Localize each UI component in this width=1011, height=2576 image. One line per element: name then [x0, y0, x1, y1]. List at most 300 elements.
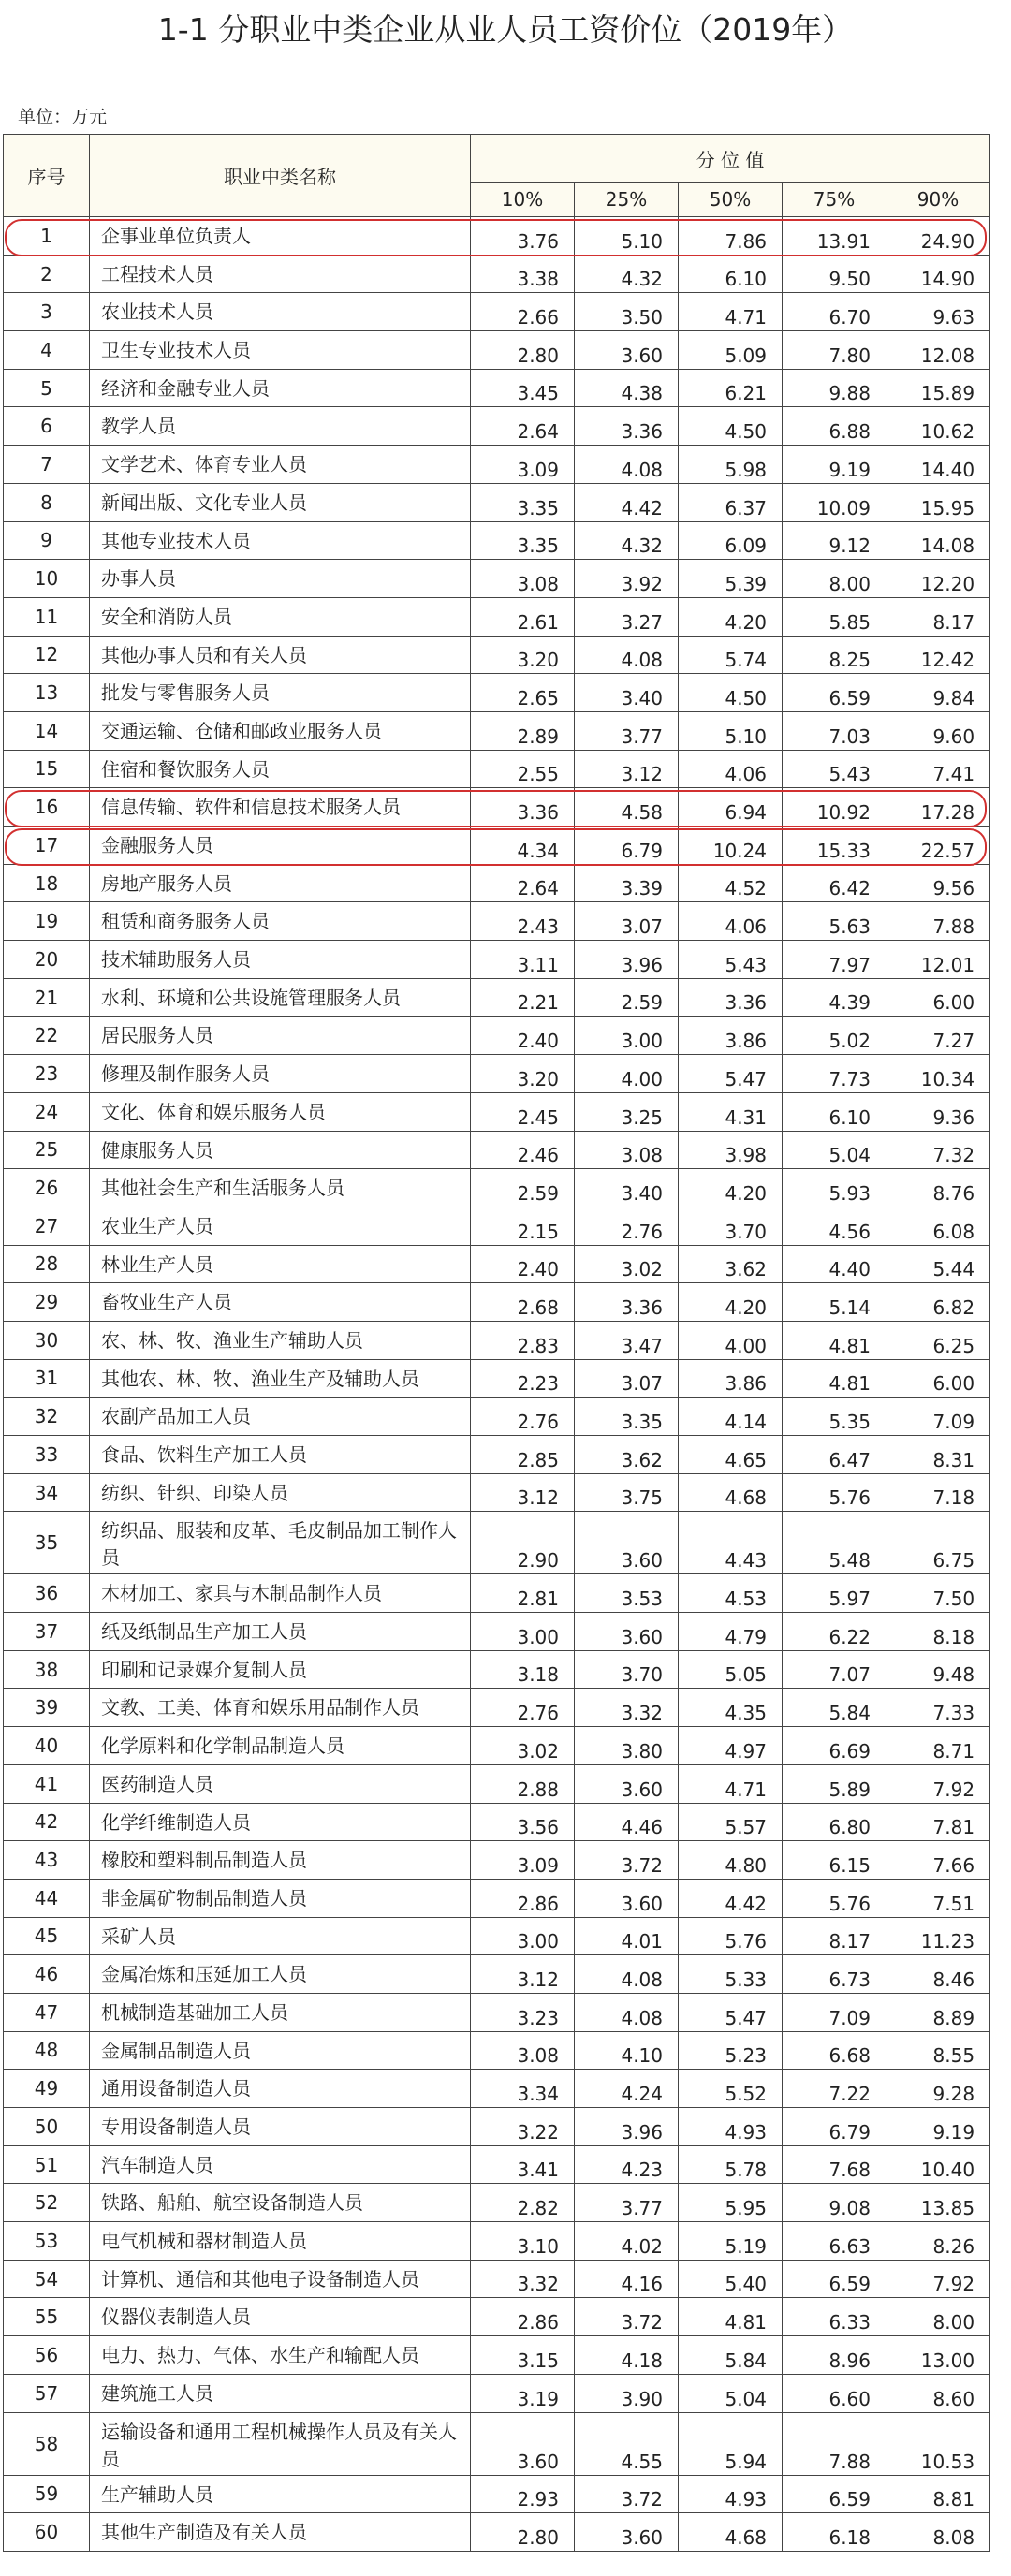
occupation-name: 通用设备制造人员	[90, 2070, 471, 2108]
value-p90: 7.51	[886, 1879, 990, 1917]
value-p90: 8.18	[886, 1613, 990, 1651]
value-p25: 3.92	[575, 560, 679, 598]
value-p75: 6.88	[783, 407, 886, 446]
row-number: 31	[4, 1359, 90, 1398]
table-row	[4, 331, 990, 370]
value-p90: 8.89	[886, 1993, 990, 2031]
occupation-name: 住宿和餐饮服务人员	[90, 750, 471, 788]
value-p90: 7.09	[886, 1398, 990, 1436]
table-row	[4, 1727, 990, 1765]
value-p90: 9.56	[886, 864, 990, 902]
row-number: 60	[4, 2513, 90, 2552]
value-p10: 3.00	[471, 1917, 575, 1955]
row-number: 51	[4, 2145, 90, 2184]
table-row	[4, 864, 990, 902]
value-p50: 4.71	[679, 1764, 783, 1803]
table-row	[4, 1245, 990, 1283]
table-row	[4, 1955, 990, 1994]
value-p50: 4.20	[679, 1169, 783, 1208]
value-p90: 22.57	[886, 827, 990, 865]
value-p75: 5.84	[783, 1689, 886, 1727]
row-number: 32	[4, 1398, 90, 1436]
value-p90: 6.00	[886, 1359, 990, 1398]
value-p25: 3.32	[575, 1689, 679, 1727]
occupation-name: 农、林、牧、渔业生产辅助人员	[90, 1321, 471, 1359]
occupation-name: 电气机械和器材制造人员	[90, 2222, 471, 2261]
value-p50: 4.68	[679, 1473, 783, 1512]
value-p10: 3.11	[471, 941, 575, 979]
row-number: 20	[4, 941, 90, 979]
value-p25: 2.59	[575, 978, 679, 1017]
table-row	[4, 2412, 990, 2475]
value-p10: 2.66	[471, 293, 575, 331]
value-p50: 5.19	[679, 2222, 783, 2261]
value-p25: 4.08	[575, 1955, 679, 1994]
table-row	[4, 674, 990, 712]
occupation-name: 新闻出版、文化专业人员	[90, 483, 471, 521]
value-p25: 3.72	[575, 2475, 679, 2513]
value-p25: 3.00	[575, 1017, 679, 1055]
occupation-name: 农业生产人员	[90, 1207, 471, 1245]
occupation-name: 食品、饮料生产加工人员	[90, 1436, 471, 1474]
value-p25: 3.27	[575, 597, 679, 636]
value-p10: 2.80	[471, 331, 575, 370]
value-p50: 5.47	[679, 1993, 783, 2031]
value-p25: 2.76	[575, 1207, 679, 1245]
value-p75: 5.14	[783, 1283, 886, 1322]
row-number: 35	[4, 1512, 90, 1574]
value-p50: 4.14	[679, 1398, 783, 1436]
value-p75: 8.25	[783, 636, 886, 674]
value-p10: 2.93	[471, 2475, 575, 2513]
value-p50: 5.05	[679, 1650, 783, 1689]
header-p25: 25%	[575, 183, 679, 217]
value-p90: 12.42	[886, 636, 990, 674]
value-p25: 4.01	[575, 1917, 679, 1955]
wage-table	[3, 134, 990, 2552]
value-p75: 6.18	[783, 2513, 886, 2552]
value-p90: 13.00	[886, 2336, 990, 2375]
occupation-name: 电力、热力、气体、水生产和输配人员	[90, 2336, 471, 2375]
value-p75: 9.12	[783, 521, 886, 560]
value-p10: 3.20	[471, 636, 575, 674]
value-p10: 3.15	[471, 2336, 575, 2375]
value-p10: 2.23	[471, 1359, 575, 1398]
row-number: 2	[4, 255, 90, 293]
row-number: 45	[4, 1917, 90, 1955]
value-p25: 3.12	[575, 750, 679, 788]
value-p75: 7.07	[783, 1650, 886, 1689]
value-p25: 3.60	[575, 1613, 679, 1651]
value-p10: 2.45	[471, 1092, 575, 1131]
value-p90: 8.08	[886, 2513, 990, 2552]
table-row	[4, 446, 990, 484]
occupation-name: 水利、环境和公共设施管理服务人员	[90, 978, 471, 1017]
occupation-name: 橡胶和塑料制品制造人员	[90, 1841, 471, 1880]
value-p90: 15.95	[886, 483, 990, 521]
occupation-name: 金属制品制造人员	[90, 2031, 471, 2070]
occupation-name: 工程技术人员	[90, 255, 471, 293]
value-p50: 4.06	[679, 750, 783, 788]
value-p10: 3.32	[471, 2260, 575, 2298]
value-p25: 3.60	[575, 331, 679, 370]
value-p75: 15.33	[783, 827, 886, 865]
value-p75: 4.81	[783, 1321, 886, 1359]
occupation-name: 信息传输、软件和信息技术服务人员	[90, 788, 471, 827]
occupation-name: 金属冶炼和压延加工人员	[90, 1955, 471, 1994]
value-p10: 2.81	[471, 1574, 575, 1613]
value-p75: 7.73	[783, 1055, 886, 1093]
value-p10: 2.76	[471, 1689, 575, 1727]
occupation-name: 计算机、通信和其他电子设备制造人员	[90, 2260, 471, 2298]
value-p75: 13.91	[783, 217, 886, 256]
row-number: 36	[4, 1574, 90, 1613]
table-row	[4, 1131, 990, 1169]
value-p50: 5.10	[679, 711, 783, 750]
value-p50: 3.36	[679, 978, 783, 1017]
value-p25: 3.40	[575, 674, 679, 712]
value-p10: 2.40	[471, 1017, 575, 1055]
value-p25: 4.00	[575, 1055, 679, 1093]
value-p75: 6.79	[783, 2108, 886, 2146]
row-number: 54	[4, 2260, 90, 2298]
value-p50: 4.65	[679, 1436, 783, 1474]
value-p50: 5.39	[679, 560, 783, 598]
occupation-name: 生产辅助人员	[90, 2475, 471, 2513]
value-p25: 3.35	[575, 1398, 679, 1436]
value-p25: 3.60	[575, 1879, 679, 1917]
value-p25: 3.70	[575, 1650, 679, 1689]
value-p50: 4.31	[679, 1092, 783, 1131]
row-number: 53	[4, 2222, 90, 2261]
value-p75: 7.97	[783, 941, 886, 979]
header-percentile-group: 分 位 值	[471, 135, 990, 183]
value-p10: 3.08	[471, 560, 575, 598]
value-p50: 4.50	[679, 407, 783, 446]
table-row	[4, 255, 990, 293]
occupation-name: 农业技术人员	[90, 293, 471, 331]
value-p90: 9.84	[886, 674, 990, 712]
value-p25: 3.25	[575, 1092, 679, 1131]
value-p75: 5.76	[783, 1879, 886, 1917]
value-p75: 5.97	[783, 1574, 886, 1613]
value-p10: 3.10	[471, 2222, 575, 2261]
value-p75: 9.19	[783, 446, 886, 484]
value-p10: 2.85	[471, 1436, 575, 1474]
value-p25: 4.18	[575, 2336, 679, 2375]
value-p10: 3.12	[471, 1473, 575, 1512]
value-p25: 4.32	[575, 521, 679, 560]
value-p10: 2.82	[471, 2184, 575, 2222]
value-p75: 9.08	[783, 2184, 886, 2222]
value-p50: 5.57	[679, 1803, 783, 1841]
value-p50: 5.84	[679, 2336, 783, 2375]
table-row	[4, 2070, 990, 2108]
table-row	[4, 483, 990, 521]
row-number: 42	[4, 1803, 90, 1841]
value-p10: 3.36	[471, 788, 575, 827]
table-row	[4, 1879, 990, 1917]
value-p90: 8.17	[886, 597, 990, 636]
occupation-name: 居民服务人员	[90, 1017, 471, 1055]
value-p90: 6.00	[886, 978, 990, 1017]
occupation-name: 印刷和记录媒介复制人员	[90, 1650, 471, 1689]
value-p50: 5.76	[679, 1917, 783, 1955]
value-p25: 3.72	[575, 2298, 679, 2336]
row-number: 46	[4, 1955, 90, 1994]
value-p25: 3.90	[575, 2374, 679, 2412]
table-row	[4, 560, 990, 598]
row-number: 7	[4, 446, 90, 484]
value-p75: 6.59	[783, 2260, 886, 2298]
table-row	[4, 1689, 990, 1727]
table-row	[4, 978, 990, 1017]
header-p10: 10%	[471, 183, 575, 217]
value-p25: 4.58	[575, 788, 679, 827]
value-p25: 4.16	[575, 2260, 679, 2298]
row-number: 27	[4, 1207, 90, 1245]
value-p75: 9.50	[783, 255, 886, 293]
value-p90: 8.31	[886, 1436, 990, 1474]
value-p10: 4.34	[471, 827, 575, 865]
value-p10: 3.22	[471, 2108, 575, 2146]
row-number: 48	[4, 2031, 90, 2070]
table-row	[4, 1207, 990, 1245]
value-p90: 7.66	[886, 1841, 990, 1880]
value-p10: 2.15	[471, 1207, 575, 1245]
value-p90: 6.25	[886, 1321, 990, 1359]
value-p10: 3.00	[471, 1613, 575, 1651]
value-p50: 3.70	[679, 1207, 783, 1245]
wage-table-container	[3, 134, 990, 2552]
value-p10: 3.12	[471, 1955, 575, 1994]
value-p75: 5.89	[783, 1764, 886, 1803]
value-p25: 3.77	[575, 2184, 679, 2222]
value-p50: 5.94	[679, 2412, 783, 2475]
occupation-name: 修理及制作服务人员	[90, 1055, 471, 1093]
value-p50: 4.53	[679, 1574, 783, 1613]
value-p10: 2.76	[471, 1398, 575, 1436]
value-p25: 3.36	[575, 1283, 679, 1322]
header-name: 职业中类名称	[90, 135, 471, 217]
value-p75: 6.59	[783, 2475, 886, 2513]
occupation-name: 汽车制造人员	[90, 2145, 471, 2184]
value-p75: 6.70	[783, 293, 886, 331]
value-p10: 2.88	[471, 1764, 575, 1803]
occupation-name: 企事业单位负责人	[90, 217, 471, 256]
value-p50: 4.97	[679, 1727, 783, 1765]
value-p75: 6.68	[783, 2031, 886, 2070]
value-p75: 6.47	[783, 1436, 886, 1474]
occupation-name: 农副产品加工人员	[90, 1398, 471, 1436]
value-p75: 10.09	[783, 483, 886, 521]
unit-label: 单位：万元	[18, 107, 108, 127]
row-number: 38	[4, 1650, 90, 1689]
value-p50: 3.98	[679, 1131, 783, 1169]
row-number: 17	[4, 827, 90, 865]
value-p90: 10.62	[886, 407, 990, 446]
table-row	[4, 1055, 990, 1093]
table-row	[4, 2184, 990, 2222]
table-row	[4, 2031, 990, 2070]
value-p10: 2.83	[471, 1321, 575, 1359]
occupation-name: 文教、工美、体育和娱乐用品制作人员	[90, 1689, 471, 1727]
value-p90: 17.28	[886, 788, 990, 827]
value-p50: 3.86	[679, 1017, 783, 1055]
value-p25: 6.79	[575, 827, 679, 865]
row-number: 23	[4, 1055, 90, 1093]
value-p25: 3.50	[575, 293, 679, 331]
value-p75: 8.00	[783, 560, 886, 598]
occupation-name: 运输设备和通用工程机械操作人员及有关人员	[90, 2412, 471, 2475]
occupation-name: 房地产服务人员	[90, 864, 471, 902]
value-p10: 3.76	[471, 217, 575, 256]
row-number: 33	[4, 1436, 90, 1474]
row-number: 40	[4, 1727, 90, 1765]
value-p25: 3.60	[575, 1512, 679, 1574]
value-p50: 5.98	[679, 446, 783, 484]
occupation-name: 批发与零售服务人员	[90, 674, 471, 712]
value-p50: 5.23	[679, 2031, 783, 2070]
value-p90: 15.89	[886, 369, 990, 407]
value-p10: 2.64	[471, 407, 575, 446]
table-row	[4, 1613, 990, 1651]
value-p75: 5.43	[783, 750, 886, 788]
value-p50: 6.94	[679, 788, 783, 827]
value-p10: 2.90	[471, 1512, 575, 1574]
value-p90: 12.01	[886, 941, 990, 979]
occupation-name: 办事人员	[90, 560, 471, 598]
occupation-name: 采矿人员	[90, 1917, 471, 1955]
value-p25: 3.02	[575, 1245, 679, 1283]
value-p75: 4.39	[783, 978, 886, 1017]
value-p50: 5.43	[679, 941, 783, 979]
row-number: 56	[4, 2336, 90, 2375]
occupation-name: 租赁和商务服务人员	[90, 902, 471, 941]
table-row	[4, 1917, 990, 1955]
row-number: 29	[4, 1283, 90, 1322]
occupation-name: 经济和金融专业人员	[90, 369, 471, 407]
row-number: 34	[4, 1473, 90, 1512]
value-p10: 2.46	[471, 1131, 575, 1169]
table-row	[4, 1169, 990, 1208]
value-p50: 5.09	[679, 331, 783, 370]
table-row	[4, 369, 990, 407]
value-p90: 14.90	[886, 255, 990, 293]
value-p25: 3.77	[575, 711, 679, 750]
value-p75: 6.33	[783, 2298, 886, 2336]
table-row	[4, 2145, 990, 2184]
occupation-name: 专用设备制造人员	[90, 2108, 471, 2146]
header-p50: 50%	[679, 183, 783, 217]
row-number: 39	[4, 1689, 90, 1727]
value-p25: 4.42	[575, 483, 679, 521]
value-p50: 5.33	[679, 1955, 783, 1994]
value-p25: 3.80	[575, 1727, 679, 1765]
value-p10: 3.35	[471, 521, 575, 560]
value-p75: 5.35	[783, 1398, 886, 1436]
value-p50: 6.37	[679, 483, 783, 521]
table-row	[4, 1436, 990, 1474]
value-p50: 10.24	[679, 827, 783, 865]
value-p90: 8.81	[886, 2475, 990, 2513]
value-p10: 2.65	[471, 674, 575, 712]
value-p10: 3.19	[471, 2374, 575, 2412]
table-row	[4, 1841, 990, 1880]
value-p90: 8.46	[886, 1955, 990, 1994]
value-p75: 7.09	[783, 1993, 886, 2031]
row-number: 47	[4, 1993, 90, 2031]
row-number: 10	[4, 560, 90, 598]
value-p50: 5.52	[679, 2070, 783, 2108]
value-p90: 10.40	[886, 2145, 990, 2184]
value-p90: 6.08	[886, 1207, 990, 1245]
table-row	[4, 217, 990, 256]
value-p75: 6.60	[783, 2374, 886, 2412]
table-row	[4, 1398, 990, 1436]
value-p75: 5.04	[783, 1131, 886, 1169]
table-row	[4, 521, 990, 560]
occupation-name: 化学纤维制造人员	[90, 1803, 471, 1841]
table-row	[4, 827, 990, 865]
value-p10: 2.61	[471, 597, 575, 636]
occupation-name: 其他办事人员和有关人员	[90, 636, 471, 674]
row-number: 18	[4, 864, 90, 902]
value-p25: 4.02	[575, 2222, 679, 2261]
value-p50: 4.00	[679, 1321, 783, 1359]
table-row	[4, 902, 990, 941]
value-p90: 9.36	[886, 1092, 990, 1131]
value-p90: 6.82	[886, 1283, 990, 1322]
table-row	[4, 1650, 990, 1689]
value-p25: 4.24	[575, 2070, 679, 2108]
value-p25: 3.60	[575, 1764, 679, 1803]
row-number: 57	[4, 2374, 90, 2412]
row-number: 9	[4, 521, 90, 560]
value-p25: 3.40	[575, 1169, 679, 1208]
table-row	[4, 1359, 990, 1398]
value-p90: 9.48	[886, 1650, 990, 1689]
value-p50: 4.79	[679, 1613, 783, 1651]
value-p90: 9.60	[886, 711, 990, 750]
value-p90: 6.75	[886, 1512, 990, 1574]
value-p10: 3.02	[471, 1727, 575, 1765]
value-p10: 3.35	[471, 483, 575, 521]
value-p25: 3.47	[575, 1321, 679, 1359]
value-p75: 4.81	[783, 1359, 886, 1398]
occupation-name: 交通运输、仓储和邮政业服务人员	[90, 711, 471, 750]
row-number: 14	[4, 711, 90, 750]
value-p10: 3.45	[471, 369, 575, 407]
row-number: 41	[4, 1764, 90, 1803]
value-p25: 3.96	[575, 2108, 679, 2146]
value-p90: 7.92	[886, 1764, 990, 1803]
value-p90: 8.76	[886, 1169, 990, 1208]
value-p10: 3.38	[471, 255, 575, 293]
value-p50: 3.86	[679, 1359, 783, 1398]
row-number: 3	[4, 293, 90, 331]
row-number: 22	[4, 1017, 90, 1055]
value-p75: 6.42	[783, 864, 886, 902]
value-p50: 5.40	[679, 2260, 783, 2298]
value-p75: 6.22	[783, 1613, 886, 1651]
value-p25: 4.10	[575, 2031, 679, 2070]
value-p50: 4.20	[679, 1283, 783, 1322]
row-number: 24	[4, 1092, 90, 1131]
value-p90: 9.28	[886, 2070, 990, 2108]
value-p90: 7.27	[886, 1017, 990, 1055]
value-p90: 8.71	[886, 1727, 990, 1765]
